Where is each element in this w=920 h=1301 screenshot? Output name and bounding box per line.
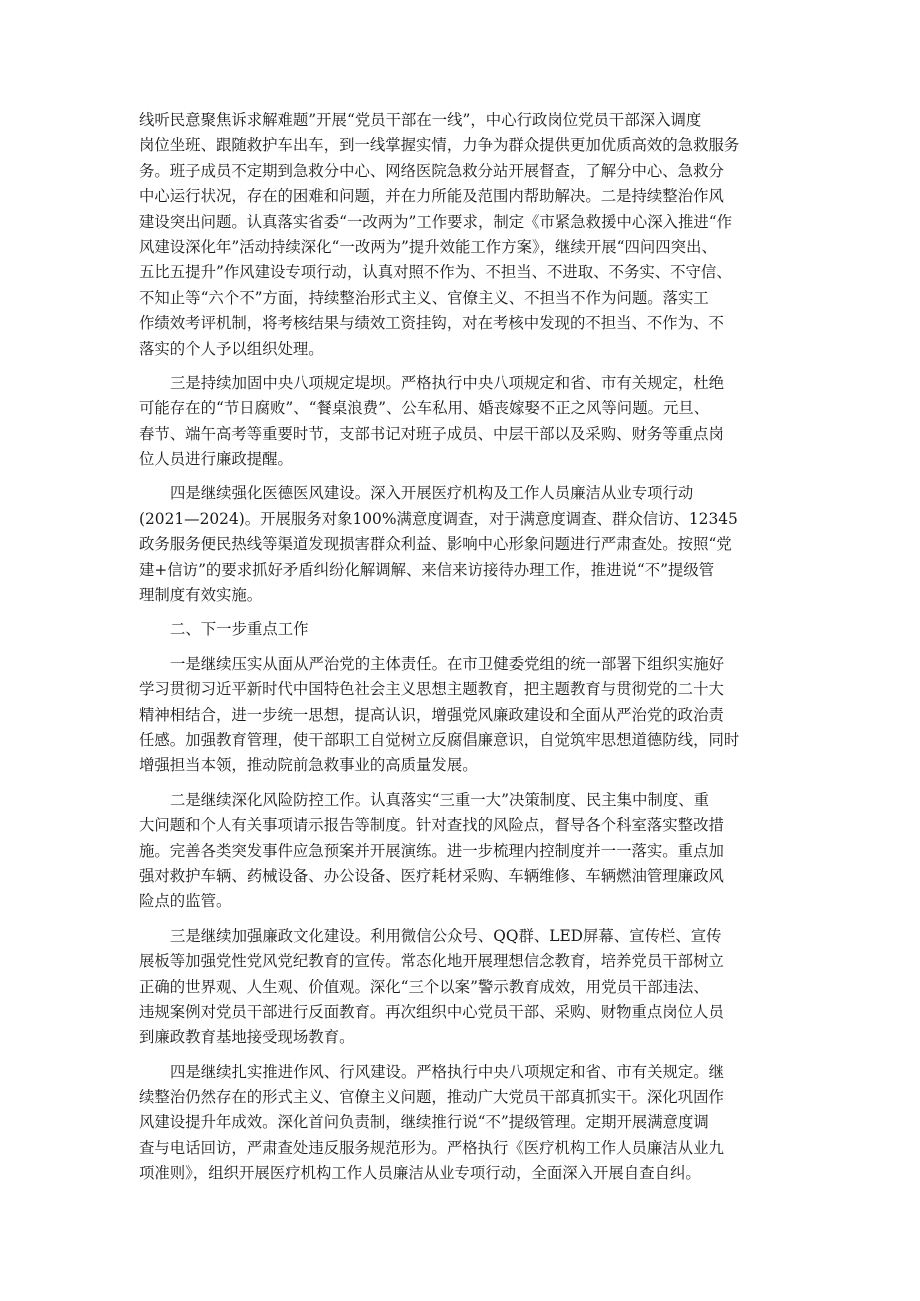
text-line: 正确的世界观、人生观、价值观。深化“三个以案”警示教育成效，用党员干部违法、 (139, 977, 709, 996)
text-line: 风建设提升年成效。深化首问负责制，继续推行说“不”提级管理。定期开展满意度调 (139, 1113, 709, 1132)
text-line: 施。完善各类突发事件应急预案并开展演练。进一步梳理内控制度并一一落实。重点加 (139, 841, 724, 860)
text-line: (2021—2024)。开展服务对象100%满意度调查，对于满意度调查、群众信访、12345 (139, 509, 738, 528)
text-line: 三是继续加强廉政文化建设。利用微信公众号、QQ群、LED屏幕、宣传栏、宣传 (170, 926, 722, 945)
text-line: 落实的个人予以组织处理。 (139, 339, 324, 358)
text-line: 查与电话回访，严肃查处违反服务规范形为。严格执行《医疗机构工作人员廉洁从业九 (139, 1138, 724, 1157)
text-line: 三是持续加固中央八项规定堤坝。严格执行中央八项规定和省、市有关规定，杜绝 (170, 373, 725, 392)
text-line: 位人员进行廉政提醒。 (139, 450, 293, 469)
text-line: 理制度有效实施。 (139, 586, 263, 605)
text-line: 五比五提升”作风建设专项行动，认真对照不作为、不担当、不进取、不务实、不守信、 (139, 263, 732, 282)
text-line: 可能存在的“节日腐败”、“餐桌浪费”、公车私用、婚丧嫁娶不正之风等问题。元旦、 (139, 399, 710, 418)
text-line: 风建设深化年”活动持续深化“一改两为”提升效能工作方案》，继续开展“四问四突出、 (139, 237, 717, 256)
text-line: 政务服务便民热线等渠道发现损害群众利益、影响中心形象问题进行严肃查处。按照“党 (139, 535, 732, 554)
text-line: 增强担当本领，推动院前急救事业的高质量发展。 (139, 756, 478, 775)
text-line: 展板等加强党性党风党纪教育的宣传。常态化地开展理想信念教育，培养党员干部树立 (139, 952, 724, 971)
text-line: 中心运行状况，存在的困难和问题，并在力所能及范围内帮助解决。二是持续整治作风 (139, 187, 724, 206)
text-line: 建设突出问题。认真落实省委“一改两为”工作要求，制定《市紧急救援中心深入推进“作 (139, 212, 733, 231)
text-line: 线听民意聚焦诉求解难题”开展“党员干部在一线”，中心行政岗位党员干部深入调度 (139, 111, 702, 129)
text-line: 二、下一步重点工作 (170, 620, 309, 639)
text-line: 二是继续深化风险防控工作。认真落实“三重一大”决策制度、民主集中制度、重 (170, 790, 710, 809)
text-line: 作绩效考评机制，将考核结果与绩效工资挂钩，对在考核中发现的不担当、不作为、不 (139, 314, 724, 333)
text-line: 务。班子成员不定期到急救分中心、网络医院急救分站开展督查，了解分中心、急救分 (139, 161, 724, 180)
text-line: 四是继续强化医德医风建设。深入开展医疗机构及工作人员廉洁从业专项行动 (170, 484, 694, 503)
text-line: 险点的监管。 (139, 892, 232, 911)
text-line: 春节、端午高考等重要时节，支部书记对班子成员、中层干部以及采购、财务等重点岗 (139, 424, 724, 443)
text-line: 精神相结合，进一步统一思想，提高认识，增强党风廉政建设和全面从严治党的政治责 (139, 705, 724, 724)
document-body (139, 108, 789, 1187)
text-line: 学习贯彻习近平新时代中国特色社会主义思想主题教育，把主题教育与贯彻党的二十大 (139, 680, 724, 699)
text-line: 违规案例对党员干部进行反面教育。再次组织中心党员干部、采购、财物重点岗位人员 (139, 1002, 724, 1021)
text-line: 四是继续扎实推进作风、行风建设。严格执行中央八项规定和省、市有关规定。继 (170, 1062, 725, 1081)
text-line: 不知止等“六个不”方面，持续整治形式主义、官僚主义、不担当不作为问题。落实工 (139, 288, 709, 307)
text-line: 任感。加强教育管理，使干部职工自觉树立反腐倡廉意识，自觉筑牢思想道德防线，同时 (139, 730, 740, 749)
text-line: 一是继续压实从面从严治党的主体责任。在市卫健委党组的统一部署下组织实施好 (170, 654, 725, 673)
text-line: 到廉政教育基地接受现场教育。 (139, 1028, 355, 1047)
text-line: 岗位坐班、跟随救护车出车，到一线掌握实情，力争为群众提供更加优质高效的急救服务 (139, 136, 740, 155)
text-line: 续整治仍然存在的形式主义、官僚主义问题，推动广大党员干部真抓实干。深化巩固作 (139, 1088, 724, 1107)
text-line: 项准则》，组织开展医疗机构工作人员廉洁从业专项行动，全面深入开展自查自纠。 (139, 1164, 701, 1183)
text-line: 强对救护车辆、药械设备、办公设备、医疗耗材采购、车辆维修、车辆燃油管理廉政风 (139, 866, 724, 885)
text-line: 大问题和个人有关事项请示报告等制度。针对查找的风险点，督导各个科室落实整改措 (139, 816, 724, 835)
text-line: 建+信访”的要求抓好矛盾纠纷化解调解、来信来访接待办理工作，推进说“不”提级管 (139, 560, 715, 579)
